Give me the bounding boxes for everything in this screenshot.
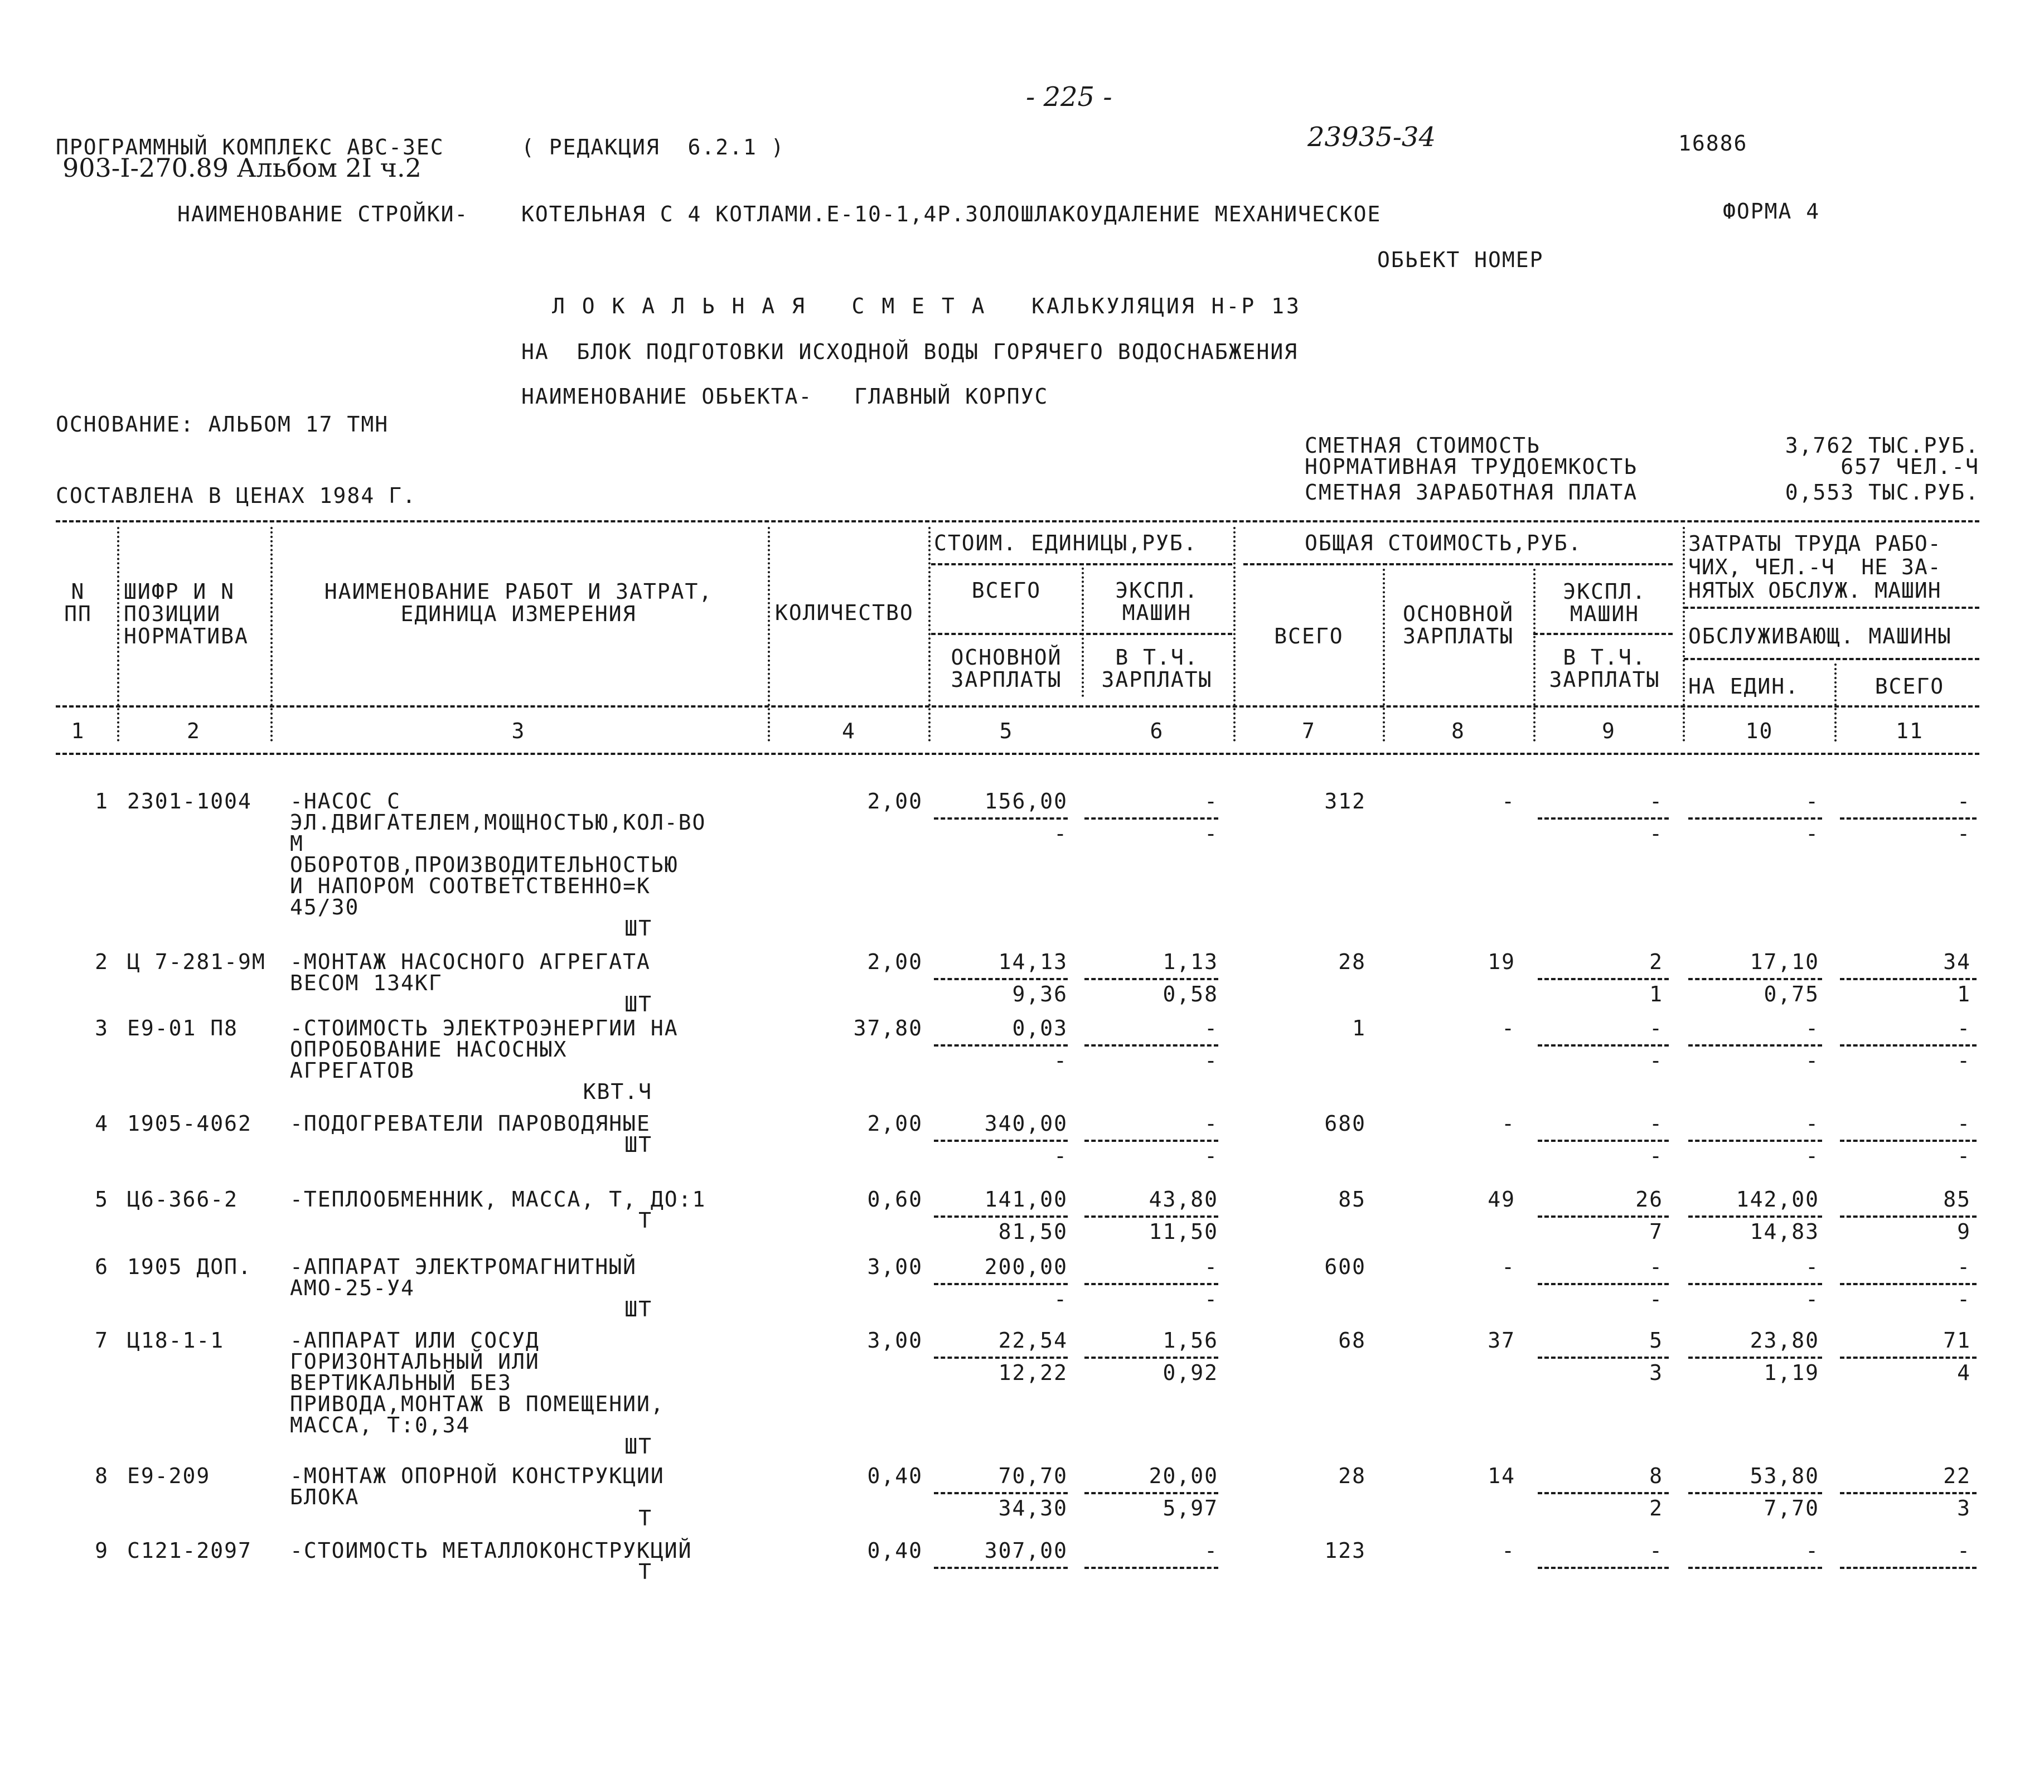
row-number: 2	[95, 950, 109, 974]
divider	[56, 753, 1979, 755]
cell-underline	[1084, 978, 1218, 980]
cell-c6-wage: -	[1204, 1144, 1218, 1168]
cell-underline	[1840, 1357, 1977, 1359]
construction-value: КОТЕЛЬНАЯ С 4 КОТЛАМИ.Е-10-1,4Р.ЗОЛОШЛАКОУДАЛЕНИЕ МЕХАНИЧЕСКОЕ	[521, 202, 1382, 226]
cell-c5: 22,54	[998, 1328, 1068, 1353]
column-number: 7	[1302, 719, 1316, 743]
handwritten-number: 23935-34	[1307, 122, 1436, 153]
cell-underline	[1538, 1215, 1669, 1218]
summary-label: СМЕТНАЯ ЗАРАБОТНАЯ ПЛАТА	[1305, 480, 1638, 505]
row-number: 7	[95, 1328, 109, 1353]
row-code: Ц 7-281-9М	[127, 950, 266, 974]
cell-c11-total: -	[1957, 1287, 1971, 1311]
row-qty: 2,00	[867, 789, 923, 813]
header-qty: КОЛИЧЕСТВО	[775, 600, 914, 625]
construction-label: НАИМЕНОВАНИЕ СТРОЙКИ-	[177, 202, 469, 226]
cell-c6: -	[1204, 1016, 1218, 1040]
cell-c10-unit: -	[1805, 1287, 1819, 1311]
cell-underline	[1688, 1140, 1822, 1142]
cell-underline	[1688, 1215, 1822, 1218]
cell-c8: 14	[1488, 1464, 1515, 1488]
divider	[1684, 607, 1979, 609]
row-name: -МОНТАЖ ОПОРНОЙ КОНСТРУКЦИИ БЛОКА	[290, 1464, 665, 1509]
column-number: 3	[511, 719, 526, 743]
row-unit: Т	[638, 1506, 652, 1531]
cell-c11-total: -	[1957, 1048, 1971, 1073]
column-separator	[768, 527, 770, 742]
cell-c10: -	[1805, 789, 1819, 813]
row-code: Ц18-1-1	[127, 1328, 225, 1353]
cell-c9-wage: 2	[1649, 1496, 1663, 1520]
cell-c10: 53,80	[1750, 1464, 1819, 1488]
cell-underline	[1840, 978, 1977, 980]
cell-c6-wage: -	[1204, 1048, 1218, 1073]
column-number: 10	[1745, 719, 1774, 743]
cell-c9: -	[1649, 1538, 1663, 1563]
cell-underline	[1538, 1567, 1669, 1569]
summary-label: СМЕТНАЯ СТОИМОСТЬ	[1305, 433, 1541, 458]
cell-c7: 28	[1338, 950, 1366, 974]
basis: ОСНОВАНИЕ: АЛЬБОМ 17 ТМН	[56, 412, 389, 437]
row-code: Е9-209	[127, 1464, 211, 1488]
row-number: 8	[95, 1464, 109, 1488]
cell-c9-wage: -	[1649, 821, 1663, 846]
cell-c10-unit: 14,83	[1750, 1219, 1819, 1244]
header-labor-sub: ОБСЛУЖИВАЮЩ. МАШИНЫ	[1688, 624, 1952, 648]
cell-c9: -	[1649, 1016, 1663, 1040]
row-name: -ПОДОГРЕВАТЕЛИ ПАРОВОДЯНЫЕ	[290, 1111, 651, 1136]
cell-c9: 8	[1649, 1464, 1663, 1488]
cell-c7: 312	[1324, 789, 1366, 813]
cell-c10-unit: 7,70	[1764, 1496, 1819, 1520]
cell-c6: 43,80	[1149, 1187, 1218, 1212]
cell-c10-unit: 0,75	[1764, 982, 1819, 1006]
prices-note: СОСТАВЛЕНА В ЦЕНАХ 1984 Г.	[56, 483, 416, 508]
row-name: -МОНТАЖ НАСОСНОГО АГРЕГАТА ВЕСОМ 134КГ	[290, 950, 651, 995]
row-code: Е9-01 П8	[127, 1016, 239, 1040]
header-total-mach: ЭКСПЛ. МАШИН	[1563, 579, 1646, 626]
cell-underline	[1840, 1567, 1977, 1569]
cell-c5-wage: 81,50	[998, 1219, 1068, 1244]
cell-c7: 85	[1338, 1187, 1366, 1212]
header-labor: ЗАТРАТЫ ТРУДА РАБО- ЧИХ, ЧЕЛ.-Ч НЕ ЗА- НЯТЫХ ОБСЛУЖ. МАШИН	[1688, 531, 1941, 603]
column-number: 8	[1451, 719, 1465, 743]
header-unit-cost: СТОИМ. ЕДИНИЦЫ,РУБ.	[934, 531, 1198, 555]
cell-c5: 200,00	[984, 1255, 1068, 1279]
row-qty: 2,00	[867, 1111, 923, 1136]
cell-c5-wage: 12,22	[998, 1360, 1068, 1385]
row-name: -ТЕПЛООБМЕННИК, МАССА, Т, ДО:1	[290, 1187, 706, 1212]
cell-c8: 37	[1488, 1328, 1515, 1353]
cell-c5: 156,00	[984, 789, 1068, 813]
header-code: ШИФР И N ПОЗИЦИИ НОРМАТИВА	[124, 579, 249, 648]
cell-c11: -	[1957, 1255, 1971, 1279]
row-code: 2301-1004	[127, 789, 252, 813]
cell-underline	[1840, 1140, 1977, 1142]
cell-c10: 142,00	[1736, 1187, 1819, 1212]
cell-underline	[934, 1140, 1068, 1142]
cell-underline	[1688, 1492, 1822, 1494]
cell-c10-unit: 1,19	[1764, 1360, 1819, 1385]
row-code: 1905 ДОП.	[127, 1255, 252, 1279]
cell-underline	[1840, 1492, 1977, 1494]
cell-underline	[1084, 1215, 1218, 1218]
cell-underline	[934, 978, 1068, 980]
cell-underline	[1688, 1567, 1822, 1569]
row-unit: ШТ	[624, 1434, 652, 1459]
row-qty: 37,80	[853, 1016, 923, 1040]
header-labor-unit: НА ЕДИН.	[1688, 674, 1800, 699]
cell-c11: 85	[1943, 1187, 1971, 1212]
cell-underline	[934, 1567, 1068, 1569]
cell-c6: -	[1204, 1111, 1218, 1136]
cell-c6: -	[1204, 789, 1218, 813]
cell-c11-total: -	[1957, 821, 1971, 846]
cell-c11: -	[1957, 789, 1971, 813]
header-total-cost: ОБЩАЯ СТОИМОСТЬ,РУБ.	[1305, 531, 1582, 555]
cell-c6-wage: 0,92	[1163, 1360, 1218, 1385]
cell-c8: -	[1501, 1538, 1515, 1563]
cell-c8: 49	[1488, 1187, 1515, 1212]
cell-c8: -	[1501, 1016, 1515, 1040]
row-name: -АППАРАТ ИЛИ СОСУД ГОРИЗОНТАЛЬНЫЙ ИЛИ ВЕРТИКАЛЬНЫЙ БЕЗ ПРИВОДА,МОНТАЖ В ПОМЕЩЕНИИ, МАССА, Т:0,34	[290, 1328, 665, 1437]
cell-c8: -	[1501, 1111, 1515, 1136]
cell-underline	[1084, 1492, 1218, 1494]
cell-underline	[934, 1357, 1068, 1359]
cell-c7: 680	[1324, 1111, 1366, 1136]
column-number: 6	[1150, 719, 1164, 743]
header-unit-wage: ОСНОВНОЙ ЗАРПЛАТЫ	[951, 645, 1062, 692]
row-number: 4	[95, 1111, 109, 1136]
cell-c9: -	[1649, 1111, 1663, 1136]
cell-c11: 22	[1943, 1464, 1971, 1488]
row-unit: ШТ	[624, 992, 652, 1016]
cell-underline	[1084, 1283, 1218, 1285]
header-name: НАИМЕНОВАНИЕ РАБОТ И ЗАТРАТ, ЕДИНИЦА ИЗМЕРЕНИЯ	[324, 579, 713, 626]
column-number: 4	[842, 719, 856, 743]
row-code: Ц6-366-2	[127, 1187, 239, 1212]
cell-c6-wage: -	[1204, 1287, 1218, 1311]
column-number: 5	[999, 719, 1014, 743]
cell-c10-unit: -	[1805, 1048, 1819, 1073]
row-number: 3	[95, 1016, 109, 1040]
row-name: -АППАРАТ ЭЛЕКТРОМАГНИТНЫЙ АМО-25-У4	[290, 1255, 637, 1300]
cell-c8: -	[1501, 789, 1515, 813]
cell-c10: -	[1805, 1016, 1819, 1040]
header-unit-total: ВСЕГО	[971, 578, 1042, 603]
header-total-mach-wage: В Т.Ч. ЗАРПЛАТЫ	[1549, 645, 1660, 692]
cell-c6: -	[1204, 1538, 1218, 1563]
cell-c9-wage: -	[1649, 1144, 1663, 1168]
program-name: ПРОГРАММНЫЙ КОМПЛЕКС АВС-3ЕС	[56, 135, 444, 159]
cell-c11-total: 4	[1957, 1360, 1971, 1385]
cell-underline	[1538, 1283, 1669, 1285]
cell-underline	[1538, 817, 1669, 820]
cell-c9-wage: 1	[1649, 982, 1663, 1006]
object-name: НАИМЕНОВАНИЕ ОБЬЕКТА- ГЛАВНЫЙ КОРПУС	[521, 384, 1049, 409]
row-code: С121-2097	[127, 1538, 252, 1563]
cell-c11: 34	[1943, 950, 1971, 974]
column-separator	[1082, 563, 1084, 697]
column-separator	[117, 527, 119, 742]
document-subtitle: НА БЛОК ПОДГОТОВКИ ИСХОДНОЙ ВОДЫ ГОРЯЧЕГО ВОДОСНАБЖЕНИЯ	[521, 340, 1299, 364]
header-labor-total: ВСЕГО	[1875, 674, 1945, 699]
cell-c10: -	[1805, 1255, 1819, 1279]
column-separator	[1233, 527, 1236, 742]
cell-underline	[1084, 1044, 1218, 1047]
row-name: -НАСОС С ЭЛ.ДВИГАТЕЛЕМ,МОЩНОСТЬЮ,КОЛ-ВО М ОБОРОТОВ,ПРОИЗВОДИТЕЛЬНОСТЬЮ И НАПОРОМ СООТВЕТСТВЕННО=К 45/30	[290, 789, 706, 919]
cell-c11-total: 1	[1957, 982, 1971, 1006]
cell-c11: 71	[1943, 1328, 1971, 1353]
divider	[56, 705, 1979, 708]
cell-c5-wage: 9,36	[1012, 982, 1068, 1006]
column-number: 2	[187, 719, 201, 743]
row-qty: 0,40	[867, 1464, 923, 1488]
cell-c10-unit: -	[1805, 1144, 1819, 1168]
row-qty: 2,00	[867, 950, 923, 974]
cell-c10-unit: -	[1805, 821, 1819, 846]
edition: ( РЕДАКЦИЯ 6.2.1 )	[521, 135, 785, 159]
cell-c9: 5	[1649, 1328, 1663, 1353]
cell-c7: 123	[1324, 1538, 1366, 1563]
cell-c11: -	[1957, 1538, 1971, 1563]
column-separator	[1683, 527, 1685, 742]
summary-value: 3,762 ТЫС.РУБ.	[1785, 433, 1979, 458]
cell-c10: -	[1805, 1538, 1819, 1563]
header-total: ВСЕГО	[1274, 624, 1344, 648]
row-unit: КВТ.Ч	[583, 1079, 652, 1104]
cell-c6: 20,00	[1149, 1464, 1218, 1488]
header-unit-mach: ЭКСПЛ. МАШИН	[1115, 578, 1199, 625]
cell-underline	[1084, 1140, 1218, 1142]
cell-c5: 307,00	[984, 1538, 1068, 1563]
cell-c9-wage: -	[1649, 1048, 1663, 1073]
row-number: 9	[95, 1538, 109, 1563]
header-n: N ПП	[64, 579, 92, 626]
document-code: 16886	[1678, 131, 1748, 156]
cell-underline	[1688, 817, 1822, 820]
row-unit: ШТ	[624, 1297, 652, 1321]
row-number: 1	[95, 789, 109, 813]
cell-underline	[1688, 1283, 1822, 1285]
column-number: 9	[1602, 719, 1616, 743]
summary-value: 657 ЧЕЛ.-Ч	[1840, 454, 1979, 479]
cell-underline	[934, 1283, 1068, 1285]
column-number: 1	[71, 719, 85, 743]
cell-c7: 68	[1338, 1328, 1366, 1353]
cell-c7: 600	[1324, 1255, 1366, 1279]
cell-underline	[1538, 1140, 1669, 1142]
cell-underline	[934, 1215, 1068, 1218]
cell-c9-wage: 7	[1649, 1219, 1663, 1244]
cell-underline	[1688, 978, 1822, 980]
row-unit: ШТ	[624, 1132, 652, 1157]
column-separator	[270, 527, 273, 742]
header-total-wage: ОСНОВНОЙ ЗАРПЛАТЫ	[1402, 602, 1514, 648]
cell-c10: 23,80	[1750, 1328, 1819, 1353]
cell-c8: 19	[1488, 950, 1515, 974]
cell-underline	[1688, 1357, 1822, 1359]
cell-underline	[934, 817, 1068, 820]
cell-c6: -	[1204, 1255, 1218, 1279]
cell-c5: 340,00	[984, 1111, 1068, 1136]
cell-c8: -	[1501, 1255, 1515, 1279]
cell-c6-wage: -	[1204, 821, 1218, 846]
cell-c11: -	[1957, 1016, 1971, 1040]
cell-c9: -	[1649, 789, 1663, 813]
row-qty: 3,00	[867, 1328, 923, 1353]
object-number: ОБЬЕКТ НОМЕР	[1377, 248, 1544, 272]
album-reference: 903-I-270.89 Альбом 2I ч.2	[62, 153, 422, 183]
row-qty: 0,60	[867, 1187, 923, 1212]
row-unit: Т	[638, 1559, 652, 1584]
cell-c11: -	[1957, 1111, 1971, 1136]
cell-c11-total: 9	[1957, 1219, 1971, 1244]
column-number: 11	[1896, 719, 1924, 743]
row-name: -СТОИМОСТЬ МЕТАЛЛОКОНСТРУКЦИЙ	[290, 1538, 692, 1563]
row-unit: ШТ	[624, 916, 652, 941]
cell-c6: 1,13	[1163, 950, 1218, 974]
cell-c5: 0,03	[1012, 1016, 1068, 1040]
column-separator	[1383, 569, 1385, 742]
cell-underline	[1538, 1492, 1669, 1494]
divider	[56, 520, 1979, 522]
cell-underline	[1840, 1215, 1977, 1218]
cell-underline	[934, 1492, 1068, 1494]
cell-underline	[1538, 978, 1669, 980]
document-title: Л О К А Л Ь Н А Я С М Е Т А КАЛЬКУЛЯЦИЯ Н-Р 13	[552, 294, 1301, 318]
cell-c5: 70,70	[998, 1464, 1068, 1488]
cell-c6-wage: 5,97	[1163, 1496, 1218, 1520]
cell-c9: -	[1649, 1255, 1663, 1279]
cell-c5-wage: -	[1054, 821, 1068, 846]
row-number: 6	[95, 1255, 109, 1279]
cell-c7: 28	[1338, 1464, 1366, 1488]
cell-c9: 2	[1649, 950, 1663, 974]
form-number: ФОРМА 4	[1723, 199, 1820, 224]
cell-underline	[1084, 1567, 1218, 1569]
cell-underline	[1084, 1357, 1218, 1359]
summary-label: НОРМАТИВНАЯ ТРУДОЕМКОСТЬ	[1305, 454, 1638, 479]
row-name: -СТОИМОСТЬ ЭЛЕКТРОЭНЕРГИИ НА ОПРОБОВАНИЕ НАСОСНЫХ АГРЕГАТОВ	[290, 1016, 679, 1083]
column-separator	[1834, 663, 1837, 742]
cell-c5-wage: 34,30	[998, 1496, 1068, 1520]
cell-underline	[934, 1044, 1068, 1047]
divider	[1684, 658, 1979, 660]
header-unit-mach-wage: В Т.Ч. ЗАРПЛАТЫ	[1101, 645, 1213, 692]
cell-c9-wage: 3	[1649, 1360, 1663, 1385]
cell-underline	[1538, 1044, 1669, 1047]
cell-c7: 1	[1352, 1016, 1366, 1040]
cell-c6-wage: 0,58	[1163, 982, 1218, 1006]
cell-c10: -	[1805, 1111, 1819, 1136]
cell-underline	[1840, 817, 1977, 820]
cell-underline	[1084, 817, 1218, 820]
divider	[1533, 633, 1673, 635]
cell-c5-wage: -	[1054, 1287, 1068, 1311]
cell-underline	[1688, 1044, 1822, 1047]
summary-value: 0,553 ТЫС.РУБ.	[1785, 480, 1979, 505]
cell-underline	[1538, 1357, 1669, 1359]
cell-underline	[1840, 1044, 1977, 1047]
row-qty: 0,40	[867, 1538, 923, 1563]
divider	[1243, 563, 1673, 565]
row-number: 5	[95, 1187, 109, 1212]
cell-c5-wage: -	[1054, 1048, 1068, 1073]
row-qty: 3,00	[867, 1255, 923, 1279]
cell-c6-wage: 11,50	[1149, 1219, 1218, 1244]
column-separator	[1533, 569, 1536, 742]
column-separator	[928, 527, 931, 742]
cell-c10: 17,10	[1750, 950, 1819, 974]
row-unit: Т	[638, 1208, 652, 1233]
cell-c11-total: -	[1957, 1144, 1971, 1168]
cell-underline	[1840, 1283, 1977, 1285]
cell-c5-wage: -	[1054, 1144, 1068, 1168]
cell-c9: 26	[1635, 1187, 1663, 1212]
cell-c6: 1,56	[1163, 1328, 1218, 1353]
cell-c11-total: 3	[1957, 1496, 1971, 1520]
cell-c5: 141,00	[984, 1187, 1068, 1212]
row-code: 1905-4062	[127, 1111, 252, 1136]
page-number: - 225 -	[1026, 81, 1112, 113]
cell-c9-wage: -	[1649, 1287, 1663, 1311]
cell-c5: 14,13	[998, 950, 1068, 974]
